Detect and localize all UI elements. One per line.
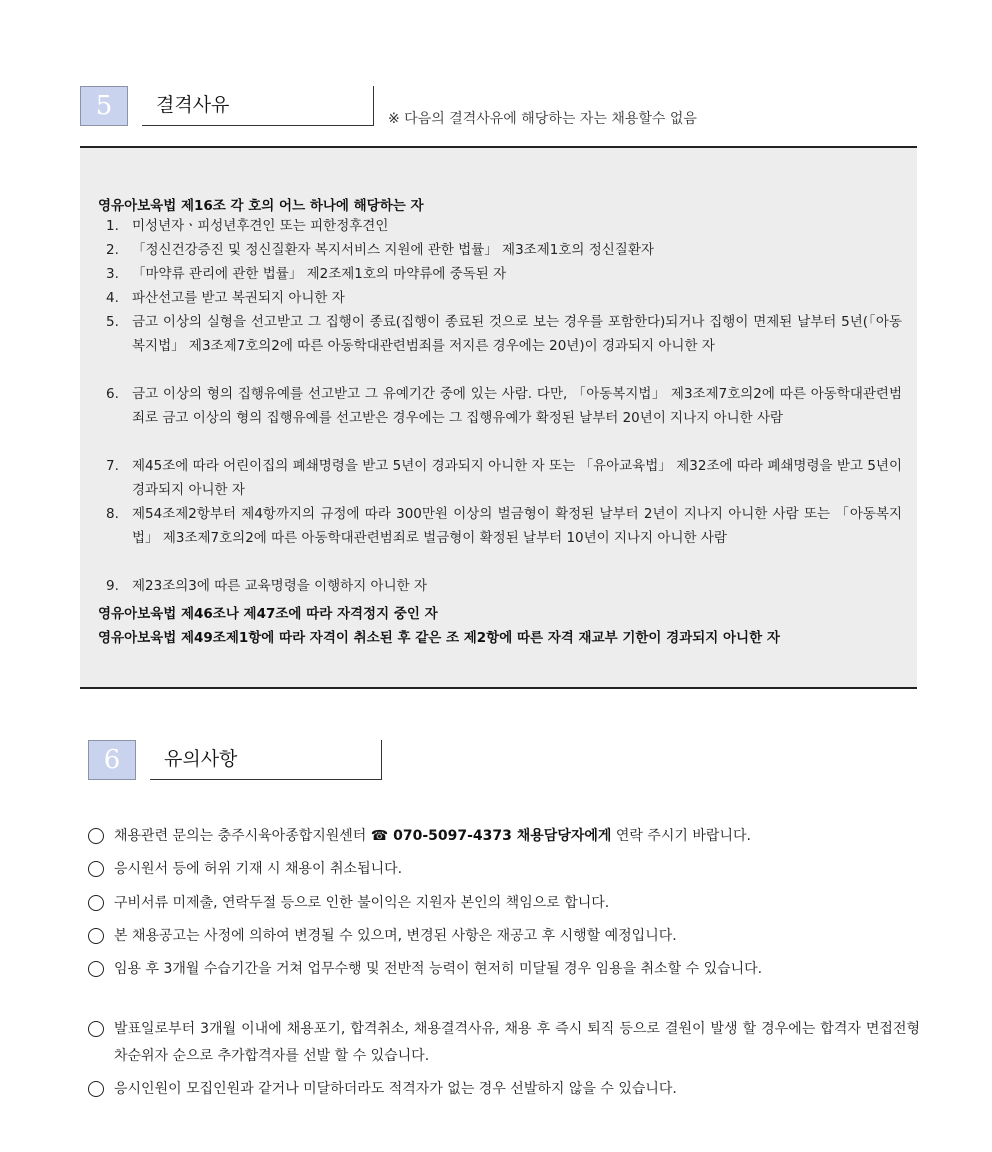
item-text: 금고 이상의 형의 집행유예를 선고받고 그 유예기간 중에 있는 사람. 다만, 「아동복지법」 제3조제7호의2에 따른 아동학대관련범죄로 금고 이상의 형의 집행유예를 선고받은 경우에는 그 집행유예가 확정된 날부터 20년이 지나지 아니한 사람 [132, 386, 902, 426]
notice-text [114, 823, 920, 850]
item-text: 파산선고를 받고 복권되지 아니한 자 [132, 290, 345, 306]
notice-text: 발표일로부터 3개월 이내에 채용포기, 합격취소, 채용결격사유, 채용 후 즉시 퇴직 등으로 결원이 발생 할 경우에는 합격자 면접전형 차순위자 순으로 추가합격자를 선발 할 수 있습니다. [114, 1021, 920, 1064]
item-text: 제45조에 따라 어린이집의 폐쇄명령을 받고 5년이 경과되지 아니한 자 또는 「유아교육법」 제32조에 따라 폐쇄명령을 받고 5년이 경과되지 아니한 자 [132, 458, 902, 498]
circle-bullet-icon [88, 1021, 104, 1037]
circle-bullet-icon [88, 928, 104, 944]
disqualification-extra-2: 영유아보육법 제49조제1항에 따라 자격이 취소된 후 같은 조 제2항에 따른 자격 재교부 기한이 경과되지 아니한 자 [98, 630, 780, 646]
item-number: 6. [106, 386, 119, 402]
item-number: 1. [106, 218, 119, 234]
disqualification-intro: 영유아보육법 제16조 각 호의 어느 하나에 해당하는 자 [98, 198, 424, 214]
item-number: 8. [106, 506, 119, 522]
circle-bullet-icon [88, 828, 104, 844]
circle-bullet-icon [88, 895, 104, 911]
section-6-number: 6 [88, 740, 136, 780]
disqualification-panel [80, 146, 917, 689]
notice-text-pre: 채용관련 문의는 충주시육아종합지원센터 [114, 828, 371, 844]
section-5-number: 5 [80, 86, 128, 126]
section-5-title: 결격사유 [142, 86, 374, 126]
circle-bullet-icon [88, 861, 104, 877]
item-text: 「마약류 관리에 관한 법률」 제2조제1호의 마약류에 중독된 자 [132, 266, 507, 282]
item-number: 3. [106, 266, 119, 282]
item-text: 「정신건강증진 및 정신질환자 복지서비스 지원에 관한 법률」 제3조제1호의 정신질환자 [132, 242, 654, 258]
notice-text: 응시원서 등에 허위 기재 시 채용이 취소됩니다. [114, 861, 403, 877]
disqualification-extra-1: 영유아보육법 제46조나 제47조에 따라 자격정지 중인 자 [98, 606, 438, 622]
notice-text: 본 채용공고는 사정에 의하여 변경될 수 있으며, 변경된 사항은 재공고 후 시행할 예정입니다. [114, 928, 677, 944]
circle-bullet-icon [88, 961, 104, 977]
circle-bullet-icon [88, 1081, 104, 1097]
item-text: 금고 이상의 실형을 선고받고 그 집행이 종료(집행이 종료된 것으로 보는 경우를 포함한다)되거나 집행이 면제된 날부터 5년(「아동복지법」 제3조제7호의2에 따른 아동학대관련범죄를 저지른 경우에는 20년)이 경과되지 아니한 자 [132, 314, 902, 354]
item-text: 제54조제2항부터 제4항까지의 규정에 따라 300만원 이상의 벌금형이 확정된 날부터 2년이 지나지 아니한 사람 또는 「아동복지법」 제3조제7호의2에 따른 아동학대관련범죄로 벌금형이 확정된 날부터 10년이 지나지 아니한 사람 [132, 506, 902, 546]
contact-phone: ☎ 070-5097-4373 채용담당자에게 [370, 828, 612, 844]
section-5-note: ※ 다음의 결격사유에 해당하는 자는 채용할수 없음 [388, 111, 697, 127]
item-number: 4. [106, 290, 119, 306]
notice-text-post: 연락 주시기 바랍니다. [611, 828, 751, 844]
notice-text: 응시인원이 모집인원과 같거나 미달하더라도 적격자가 없는 경우 선발하지 않을 수 있습니다. [114, 1081, 677, 1097]
item-text: 미성년자ㆍ피성년후견인 또는 피한정후견인 [132, 218, 389, 234]
item-number: 9. [106, 578, 119, 594]
item-number: 2. [106, 242, 119, 258]
item-number: 7. [106, 458, 119, 474]
item-text: 제23조의3에 따른 교육명령을 이행하지 아니한 자 [132, 578, 428, 594]
notice-text: 임용 후 3개월 수습기간을 거쳐 업무수행 및 전반적 능력이 현저히 미달될 경우 임용을 취소할 수 있습니다. [114, 961, 763, 977]
section-6-title: 유의사항 [150, 740, 382, 780]
notice-text: 구비서류 미제출, 연락두절 등으로 인한 불이익은 지원자 본인의 책임으로 합니다. [114, 895, 610, 911]
item-number: 5. [106, 314, 119, 330]
